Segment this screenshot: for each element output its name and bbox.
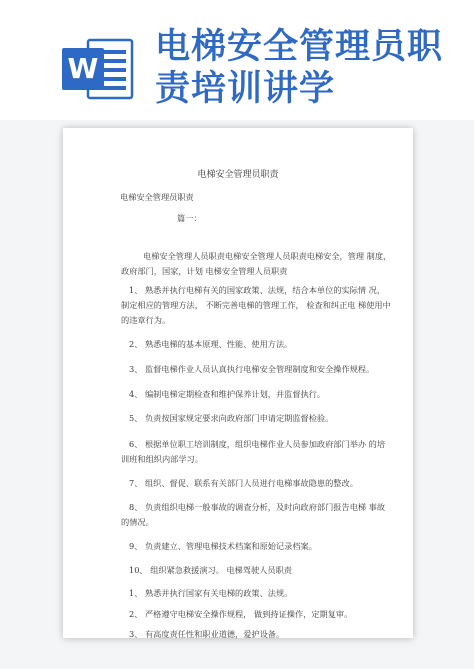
- paragraph-line: 7、 组织、督促、联系有关部门人员进行电梯事故隐患的整改。: [129, 478, 358, 488]
- word-document-icon: [62, 34, 136, 104]
- title-line-2: 责培训讲学: [155, 69, 336, 109]
- logo-letter: W: [67, 52, 99, 85]
- paragraph-line: 的违章行为。: [121, 315, 171, 325]
- section-label: 篇一：: [177, 213, 202, 223]
- paragraph-line: 政府部门，国家，计划 电梯安全管理人员职责: [121, 266, 288, 276]
- paragraph-line: 制定相应的管理方法， 不断完善电梯的管理工作， 检查和纠正电 梯使用中: [121, 300, 391, 310]
- title-line-1: 电梯安全管理员职: [155, 27, 444, 67]
- document-subtitle: 电梯安全管理员职责: [120, 192, 194, 202]
- document-title: 电梯安全管理员职责: [197, 170, 279, 180]
- paragraph-line: 2、 严格遵守电梯安全操作规程， 做到持证操作，定期复审。: [129, 609, 353, 619]
- paragraph-line: 8、 负责组织电梯一般事故的调查分析，及时向政府部门报告电梯 事故: [129, 502, 386, 512]
- page-title: [155, 26, 455, 110]
- document-page: [63, 128, 413, 638]
- paragraph-line: 1、 熟悉并执行国家有关电梯的政策、法规。: [129, 588, 293, 598]
- paragraph-line: 9、 负责建立、管理电梯技术档案和原始记录档案。: [129, 541, 317, 551]
- paragraph-line: 2、 熟悉电梯的基本原理、性能、使用方法。: [129, 339, 293, 349]
- paragraph-line: 6、 根据单位职工培训制度，组织电梯作业人员参加政府部门举办 的培: [129, 439, 386, 449]
- paragraph-line: 训班和组织内部学习。: [121, 454, 203, 464]
- paragraph-line: 电梯安全管理人员职责电梯安全管理人员职责电梯安全，管理 制度，: [143, 251, 392, 261]
- paragraph-line: 3、 有高度责任性和职业道德，爱护设备。: [129, 629, 285, 639]
- paragraph-line: 1、 熟悉并执行电梯有关的国家政策、法规，结合本单位的实际情 况，: [129, 285, 386, 295]
- paragraph-line: 5、 负责按国家规定要求向政府部门申请定期监督检验。: [129, 413, 334, 423]
- paragraph-line: 10、 组织紧急救援演习。 电梯驾驶人员职责: [129, 565, 292, 575]
- paragraph-line: 的情况。: [121, 517, 154, 527]
- header-banner: [0, 0, 474, 120]
- paragraph-line: 4、 编制电梯定期检查和维护保养计划，并监督执行。: [129, 389, 326, 399]
- paragraph-line: 3、 监督电梯作业人员认真执行电梯安全管理制度和安全操作规程。: [129, 364, 375, 374]
